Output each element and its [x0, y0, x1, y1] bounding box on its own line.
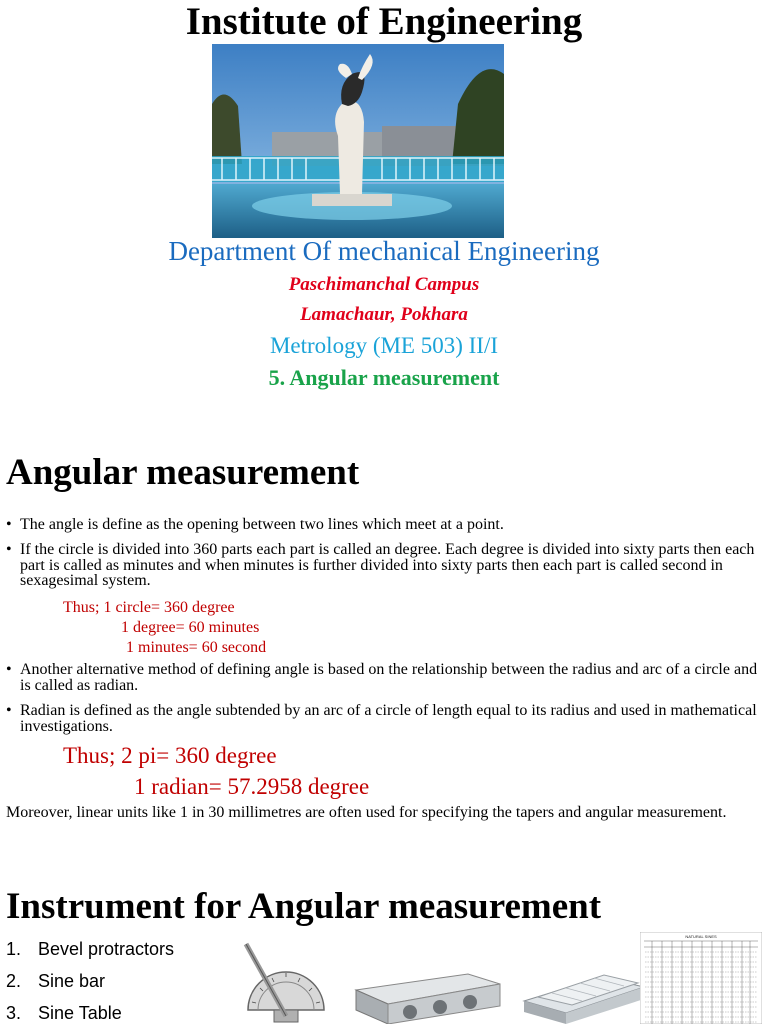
bullet-text: Another alternative method of defining angle is based on the relationship between the radius and arc of a circle and is called as radian. [20, 661, 758, 694]
list-label: Sine bar [38, 971, 106, 991]
bullet-marker: • [6, 516, 12, 533]
bullet-text: The angle is define as the opening between two lines which meet at a point. [20, 516, 504, 533]
campus-name: Paschimanchal Campus [288, 274, 480, 295]
campus-fountain-photo [212, 44, 504, 238]
bullet-item [6, 662, 762, 693]
bullet-text: If the circle is divided into 360 parts each part is called an degree. Each degree is divided into sixty parts then each part is called as minutes and when minutes is further divided into sixty parts then each part is called second in sexagesimal system. [20, 541, 755, 589]
table-caption: NATURAL SINES [685, 934, 717, 939]
list-label: Sine Table [38, 1003, 122, 1023]
bullet-marker: • [6, 702, 12, 719]
bullet-marker: • [6, 661, 12, 678]
sine-bar-image [348, 960, 508, 1024]
list-item [6, 937, 174, 961]
department-name: Department Of mechanical Engineering [168, 236, 600, 266]
list-number: 2. [6, 971, 22, 991]
list-number: 3. [6, 1003, 22, 1023]
list-number: 1. [6, 939, 22, 959]
page-title: Institute of Engineering [185, 0, 583, 43]
radian-relation-line: Thus; 2 pi= 360 degree [63, 743, 277, 768]
bevel-protractor-image [238, 940, 328, 1024]
section-heading-instruments: Instrument for Angular measurement [6, 886, 602, 927]
sine-table-image [518, 965, 648, 1024]
section-heading-angular-measurement: Angular measurement [6, 452, 360, 493]
course-title: Metrology (ME 503) II/I [269, 333, 499, 358]
bullet-item [6, 542, 762, 589]
relation-line: Thus; 1 circle= 360 degree [63, 599, 235, 616]
radian-relation-line: 1 radian= 57.2958 degree [134, 774, 370, 799]
relation-line: 1 degree= 60 minutes [121, 619, 260, 636]
natural-sines-table-image [640, 932, 762, 1024]
bullet-text: Radian is defined as the angle subtended by an arc of a circle of length equal to its radius and used in mathematical investigations. [20, 702, 757, 735]
chapter-title: 5. Angular measurement [268, 365, 500, 390]
campus-location: Lamachaur, Pokhara [300, 304, 468, 325]
bullet-item [6, 703, 762, 734]
list-label: Bevel protractors [38, 939, 175, 959]
closing-paragraph: Moreover, linear units like 1 in 30 millimetres are often used for specifying the tapers and angular measurement. [6, 804, 727, 821]
bullet-item [6, 517, 762, 533]
list-item [6, 1001, 122, 1025]
list-item [6, 969, 105, 993]
relation-line: 1 minutes= 60 second [126, 639, 267, 656]
bullet-marker: • [6, 541, 12, 558]
